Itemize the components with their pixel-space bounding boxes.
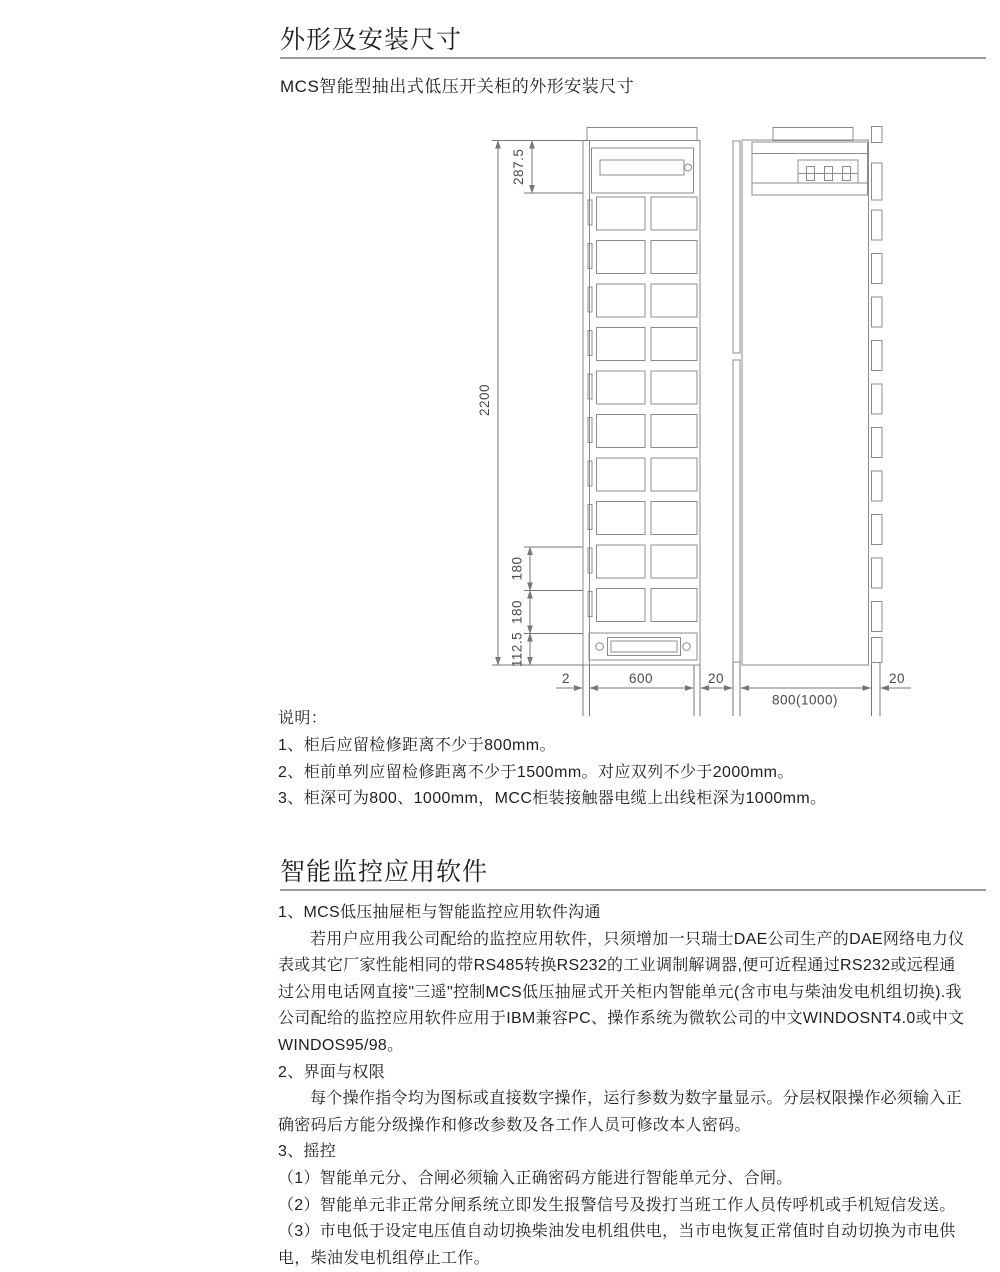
dim-label-180-b: 180 (509, 599, 525, 625)
dim-label-2200: 2200 (477, 383, 492, 417)
dim-label-600: 600 (628, 671, 654, 686)
text-line: （2）智能单元非正常分闸系统立即发生报警信号及拨打当班工作人员传呼机或手机短信发送。 (278, 1196, 956, 1214)
dim-label-180-a: 180 (509, 556, 525, 581)
dim-label-112-5: 112.5 (509, 631, 525, 668)
text-line: 表或其它厂家性能相同的带RS485转换RS232的工业调制解调器,便可近程通过RS232或远程通 (278, 957, 956, 975)
side-rear-tabs (872, 127, 883, 663)
dimension-lines (492, 141, 911, 717)
dim-label-800-1000: 800(1000) (771, 692, 839, 708)
front-bottom-panel (589, 633, 697, 660)
text-line: 过公用电话网直接"三遥"控制MCS低压抽屉式开关柜内智能单元(含市电与柴油发电机组切换).我 (278, 983, 962, 1001)
side-view-drawing (733, 127, 882, 666)
front-drawer-grid (588, 197, 697, 622)
text-line: 每个操作指令均为图标或直接数字操作，运行参数为数字量显示。分层权限操作必须输入正 (310, 1090, 963, 1108)
notes-block (278, 706, 990, 813)
section-software-title: 智能监控应用软件 (280, 858, 489, 886)
software-text-block (278, 900, 990, 1272)
note-item: 3、柜深可为800、1000mm，MCC柜装接触器电缆上出线柜深为1000mm。 (278, 790, 827, 808)
dim-label-20-mid: 20 (707, 671, 725, 686)
section-dimensions-title: 外形及安装尺寸 (280, 26, 463, 54)
section-dimensions-rule (280, 57, 986, 59)
dim-label-287-5: 287.5 (511, 148, 526, 185)
dim-label-20-right: 20 (888, 671, 906, 686)
text-line: 公司配给的监控应用软件应用于IBM兼容PC、操作系统为微软公司的中文WINDOSNT4.0或中文 (278, 1010, 965, 1028)
dimension-labels (477, 149, 905, 708)
side-terminal-box (752, 142, 868, 195)
text-line: （1）智能单元分、合闸必须输入正确密码方能进行智能单元分、合闸。 (278, 1169, 793, 1187)
text-line: （3）市电低于设定电压值自动切换柴油发电机组供电，当市电恢复正常值时自动切换为市电供 (278, 1223, 956, 1241)
note-item: 2、柜前单列应留检修距离不少于1500mm。对应双列不少于2000mm。 (278, 763, 794, 781)
front-view-drawing (583, 128, 700, 666)
section-software-rule (280, 889, 986, 891)
text-line: 确密码后方能分级操作和修改参数及各工作人员可修改本人密码。 (278, 1116, 751, 1134)
text-line: 若用户应用我公司配给的监控应用软件，只须增加一只瑞士DAE公司生产的DAE网络电力仪 (310, 930, 965, 948)
text-line: 2、界面与权限 (278, 1063, 385, 1081)
dim-label-2: 2 (561, 671, 571, 686)
text-line: 1、MCS低压抽屉柜与智能监控应用软件沟通 (278, 904, 601, 921)
notes-label: 说明： (278, 710, 328, 727)
text-line: WINDOS95/98。 (278, 1036, 404, 1054)
drawing-caption: MCS智能型抽出式低压开关柜的外形安装尺寸 (280, 77, 635, 96)
text-line: 电，柴油发电机组停止工作。 (278, 1249, 490, 1267)
front-display-panel (592, 148, 694, 193)
text-line: 3、摇控 (278, 1143, 337, 1161)
note-item: 1、柜后应留检修距离不少于800mm。 (278, 736, 556, 754)
cabinet-outline-drawing (455, 108, 967, 732)
